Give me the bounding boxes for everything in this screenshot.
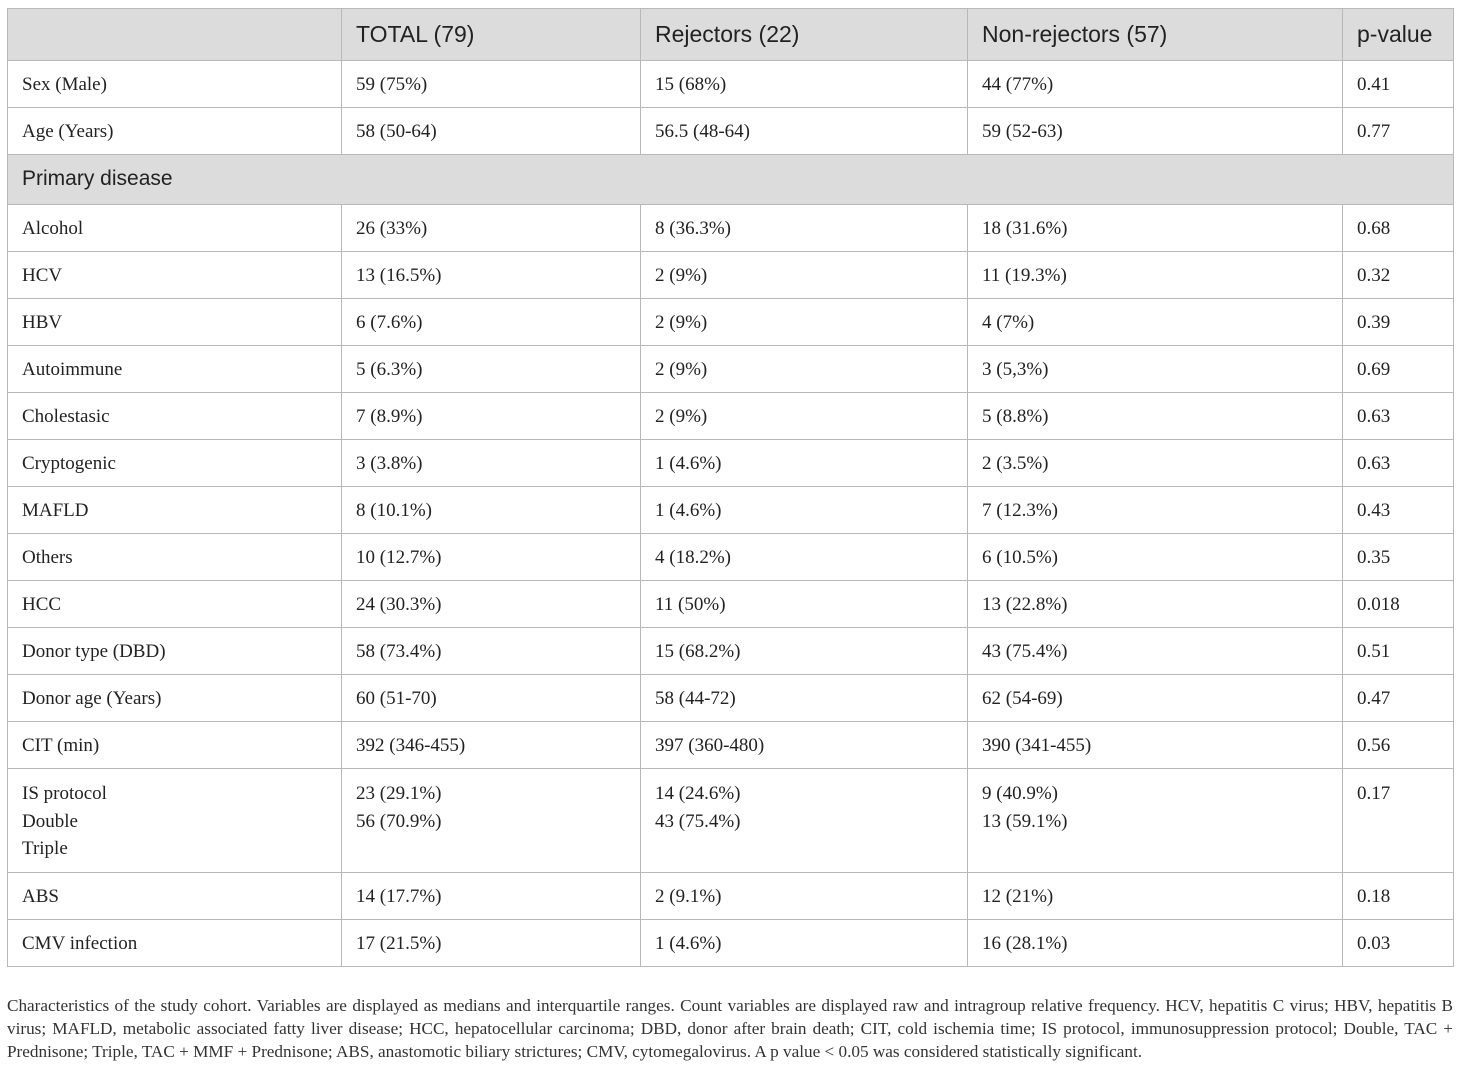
cell-total: 5 (6.3%) bbox=[342, 346, 641, 393]
cell-non-rejectors: 59 (52-63) bbox=[968, 108, 1343, 155]
cell-total: 7 (8.9%) bbox=[342, 393, 641, 440]
table-row bbox=[8, 873, 1454, 920]
cell-total: 60 (51-70) bbox=[342, 675, 641, 722]
cell-non-rejectors: 7 (12.3%) bbox=[968, 487, 1343, 534]
cell-non-rejectors: 390 (341-455) bbox=[968, 722, 1343, 769]
cell-non-rejectors bbox=[968, 769, 1343, 873]
table-row bbox=[8, 628, 1454, 675]
cell-non-rejectors: 3 (5,3%) bbox=[968, 346, 1343, 393]
table-row bbox=[8, 487, 1454, 534]
cell-rejectors: 2 (9%) bbox=[641, 393, 968, 440]
table-row-is-protocol bbox=[8, 769, 1454, 873]
total-double: 23 (29.1%) bbox=[356, 783, 442, 804]
total-triple: 56 (70.9%) bbox=[356, 810, 442, 832]
row-label: Cryptogenic bbox=[8, 440, 342, 487]
rejectors-double: 14 (24.6%) bbox=[655, 783, 741, 804]
cell-p-value: 0.77 bbox=[1343, 108, 1454, 155]
cell-rejectors: 2 (9%) bbox=[641, 299, 968, 346]
table-row bbox=[8, 252, 1454, 299]
table-row bbox=[8, 675, 1454, 722]
table-body bbox=[8, 61, 1454, 967]
cell-rejectors: 2 (9.1%) bbox=[641, 873, 968, 920]
cell-p-value: 0.47 bbox=[1343, 675, 1454, 722]
cell-rejectors: 1 (4.6%) bbox=[641, 487, 968, 534]
cell-rejectors: 1 (4.6%) bbox=[641, 440, 968, 487]
row-label: Sex (Male) bbox=[8, 61, 342, 108]
double-label: Double bbox=[22, 810, 78, 832]
cell-p-value: 0.41 bbox=[1343, 61, 1454, 108]
row-label: CIT (min) bbox=[8, 722, 342, 769]
header-p-value: p-value bbox=[1343, 9, 1454, 61]
row-label: CMV infection bbox=[8, 920, 342, 967]
cell-rejectors: 58 (44-72) bbox=[641, 675, 968, 722]
cell-non-rejectors: 5 (8.8%) bbox=[968, 393, 1343, 440]
cell-non-rejectors: 4 (7%) bbox=[968, 299, 1343, 346]
cell-p-value: 0.17 bbox=[1343, 769, 1454, 873]
table-row bbox=[8, 108, 1454, 155]
cell-total: 14 (17.7%) bbox=[342, 873, 641, 920]
cell-non-rejectors: 6 (10.5%) bbox=[968, 534, 1343, 581]
table-row bbox=[8, 346, 1454, 393]
cohort-table-wrapper bbox=[7, 8, 1453, 967]
table-row bbox=[8, 393, 1454, 440]
cell-total: 6 (7.6%) bbox=[342, 299, 641, 346]
row-label: HBV bbox=[8, 299, 342, 346]
rejectors-triple: 43 (75.4%) bbox=[655, 810, 741, 832]
row-label: Donor type (DBD) bbox=[8, 628, 342, 675]
cell-non-rejectors: 43 (75.4%) bbox=[968, 628, 1343, 675]
cell-rejectors bbox=[641, 769, 968, 873]
header-non-rejectors: Non-rejectors (57) bbox=[968, 9, 1343, 61]
cell-non-rejectors: 2 (3.5%) bbox=[968, 440, 1343, 487]
cell-p-value: 0.35 bbox=[1343, 534, 1454, 581]
table-row bbox=[8, 534, 1454, 581]
row-label: HCC bbox=[8, 581, 342, 628]
table-row bbox=[8, 440, 1454, 487]
cell-non-rejectors: 16 (28.1%) bbox=[968, 920, 1343, 967]
cell-p-value: 0.18 bbox=[1343, 873, 1454, 920]
cell-rejectors: 56.5 (48-64) bbox=[641, 108, 968, 155]
cell-total: 13 (16.5%) bbox=[342, 252, 641, 299]
cell-p-value: 0.018 bbox=[1343, 581, 1454, 628]
cell-rejectors: 4 (18.2%) bbox=[641, 534, 968, 581]
table-row bbox=[8, 61, 1454, 108]
cell-non-rejectors: 44 (77%) bbox=[968, 61, 1343, 108]
header-total: TOTAL (79) bbox=[342, 9, 641, 61]
cell-total: 58 (73.4%) bbox=[342, 628, 641, 675]
table-row bbox=[8, 722, 1454, 769]
is-protocol-label: IS protocol bbox=[22, 783, 107, 804]
cell-total: 24 (30.3%) bbox=[342, 581, 641, 628]
row-label: Age (Years) bbox=[8, 108, 342, 155]
cell-non-rejectors: 62 (54-69) bbox=[968, 675, 1343, 722]
table-row bbox=[8, 581, 1454, 628]
cell-p-value: 0.63 bbox=[1343, 393, 1454, 440]
cell-non-rejectors: 11 (19.3%) bbox=[968, 252, 1343, 299]
cell-p-value: 0.32 bbox=[1343, 252, 1454, 299]
cell-p-value: 0.39 bbox=[1343, 299, 1454, 346]
cell-non-rejectors: 12 (21%) bbox=[968, 873, 1343, 920]
cell-non-rejectors: 18 (31.6%) bbox=[968, 205, 1343, 252]
header-row bbox=[8, 9, 1454, 61]
header-variable bbox=[8, 9, 342, 61]
header-rejectors: Rejectors (22) bbox=[641, 9, 968, 61]
section-label: Primary disease bbox=[8, 155, 1454, 205]
row-label-is-protocol bbox=[8, 769, 342, 873]
row-label: Others bbox=[8, 534, 342, 581]
table-header bbox=[8, 9, 1454, 61]
cell-rejectors: 397 (360-480) bbox=[641, 722, 968, 769]
cell-total bbox=[342, 769, 641, 873]
non-rejectors-double: 9 (40.9%) bbox=[982, 783, 1058, 804]
row-label: Cholestasic bbox=[8, 393, 342, 440]
cell-p-value: 0.43 bbox=[1343, 487, 1454, 534]
row-label: Autoimmune bbox=[8, 346, 342, 393]
cell-total: 392 (346-455) bbox=[342, 722, 641, 769]
cell-non-rejectors: 13 (22.8%) bbox=[968, 581, 1343, 628]
table-row bbox=[8, 920, 1454, 967]
cell-total: 26 (33%) bbox=[342, 205, 641, 252]
cell-rejectors: 15 (68.2%) bbox=[641, 628, 968, 675]
row-label: MAFLD bbox=[8, 487, 342, 534]
row-label: Alcohol bbox=[8, 205, 342, 252]
cell-total: 8 (10.1%) bbox=[342, 487, 641, 534]
cell-p-value: 0.03 bbox=[1343, 920, 1454, 967]
cell-total: 59 (75%) bbox=[342, 61, 641, 108]
table-row bbox=[8, 205, 1454, 252]
cell-rejectors: 1 (4.6%) bbox=[641, 920, 968, 967]
cell-rejectors: 2 (9%) bbox=[641, 346, 968, 393]
cell-rejectors: 15 (68%) bbox=[641, 61, 968, 108]
cohort-characteristics-table bbox=[7, 8, 1454, 967]
cell-p-value: 0.69 bbox=[1343, 346, 1454, 393]
cell-rejectors: 11 (50%) bbox=[641, 581, 968, 628]
cell-total: 17 (21.5%) bbox=[342, 920, 641, 967]
cell-rejectors: 2 (9%) bbox=[641, 252, 968, 299]
table-footnote: Characteristics of the study cohort. Variables are displayed as medians and interquartile ranges. Count variables are displayed raw and intragroup relative frequency. HCV, hepatitis C virus; HBV, hepatitis B virus; MAFLD, metabolic associated fatty liver disease; HCC, hepatocellular carcinoma; DBD, donor after brain death; CIT, cold ischemia time; IS protocol, immunosuppression protocol; Double, TAC + Prednisone; Triple, TAC + MMF + Prednisone; ABS, anastomotic biliary strictures; CMV, cytomegalovirus. A p value < 0.05 was considered statistically significant. bbox=[7, 996, 1453, 1061]
cell-rejectors: 8 (36.3%) bbox=[641, 205, 968, 252]
cell-p-value: 0.56 bbox=[1343, 722, 1454, 769]
table-row bbox=[8, 299, 1454, 346]
cell-total: 58 (50-64) bbox=[342, 108, 641, 155]
cell-total: 3 (3.8%) bbox=[342, 440, 641, 487]
cell-total: 10 (12.7%) bbox=[342, 534, 641, 581]
triple-label: Triple bbox=[22, 838, 68, 859]
cell-p-value: 0.68 bbox=[1343, 205, 1454, 252]
non-rejectors-triple: 13 (59.1%) bbox=[982, 810, 1068, 832]
row-label: HCV bbox=[8, 252, 342, 299]
cell-p-value: 0.51 bbox=[1343, 628, 1454, 675]
cell-p-value: 0.63 bbox=[1343, 440, 1454, 487]
row-label: Donor age (Years) bbox=[8, 675, 342, 722]
section-row-primary-disease bbox=[8, 155, 1454, 205]
row-label: ABS bbox=[8, 873, 342, 920]
